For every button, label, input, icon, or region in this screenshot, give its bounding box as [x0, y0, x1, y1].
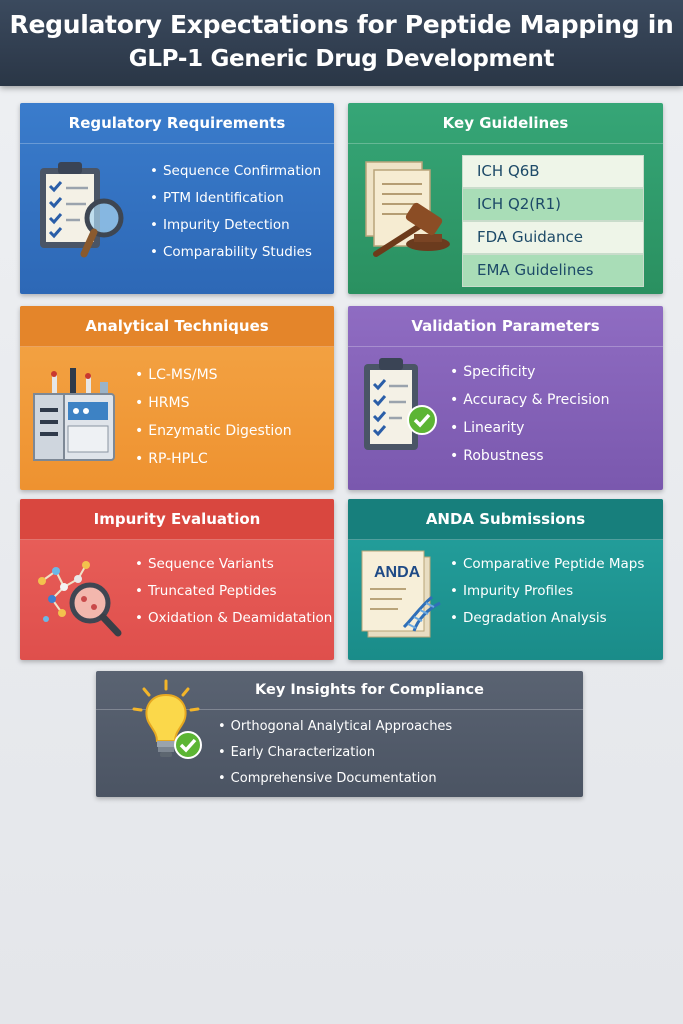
impurity-list: [135, 551, 332, 632]
card-impurity-evaluation: [20, 499, 334, 660]
analytical-list: [135, 361, 292, 473]
card-key-guidelines: [348, 103, 663, 294]
list-item: FDA Guidance: [462, 221, 644, 254]
list-item: • PTM Identification: [150, 185, 321, 212]
list-item: ICH Q2(R1): [462, 188, 644, 221]
list-item: • Oxidation & Deamidatation: [135, 605, 332, 632]
card-anda-submissions: [348, 499, 663, 660]
card-key-insights: [96, 671, 583, 797]
regulatory-list: [150, 158, 321, 266]
validation-list: [450, 358, 609, 470]
list-item: EMA Guidelines: [462, 254, 644, 287]
card-validation-parameters: [348, 306, 663, 490]
list-item: • Enzymatic Digestion: [135, 417, 292, 445]
card-title: Key Insights for Compliance: [96, 671, 583, 710]
card-title: Validation Parameters: [348, 306, 663, 347]
list-item: • Orthogonal Analytical Approaches: [218, 714, 452, 740]
card-regulatory-requirements: [20, 103, 334, 294]
list-item: • Linearity: [450, 414, 609, 442]
list-item: • Accuracy & Precision: [450, 386, 609, 414]
card-analytical-techniques: [20, 306, 334, 490]
list-item: ICH Q6B: [462, 155, 644, 188]
guidelines-list: [462, 155, 644, 287]
clipboard-check-icon: [362, 356, 452, 456]
molecule-magnifier-icon: [34, 547, 134, 647]
page-title-line1: Regulatory Expectations for Peptide Mapping in: [9, 10, 674, 39]
list-item: • HRMS: [135, 389, 292, 417]
list-item: • Comparative Peptide Maps: [450, 551, 644, 578]
card-title: Key Guidelines: [348, 103, 663, 144]
page-title-line2: GLP-1 Generic Drug Development: [128, 46, 555, 72]
page-header: [0, 0, 683, 86]
list-item: • Robustness: [450, 442, 609, 470]
insights-list: [218, 714, 452, 792]
documents-gavel-icon: [356, 158, 461, 268]
anda-doc-label: ANDA: [374, 564, 421, 581]
card-title: ANDA Submissions: [348, 499, 663, 540]
list-item: • Sequence Confirmation: [150, 158, 321, 185]
list-item: • Truncated Peptides: [135, 578, 332, 605]
clipboard-magnifier-icon: [36, 158, 136, 263]
list-item: • LC-MS/MS: [135, 361, 292, 389]
list-item: • Sequence Variants: [135, 551, 332, 578]
list-item: • Comparability Studies: [150, 239, 321, 266]
list-item: • Comprehensive Documentation: [218, 766, 452, 792]
anda-document-dna-icon: [358, 547, 458, 647]
list-item: • Specificity: [450, 358, 609, 386]
list-item: • Early Characterization: [218, 740, 452, 766]
list-item: • Degradation Analysis: [450, 605, 644, 632]
card-title: Impurity Evaluation: [20, 499, 334, 540]
anda-list: [450, 551, 644, 632]
list-item: • RP-HPLC: [135, 445, 292, 473]
card-title: Regulatory Requirements: [20, 103, 334, 144]
list-item: • Impurity Profiles: [450, 578, 644, 605]
list-item: • Impurity Detection: [150, 212, 321, 239]
card-title: Analytical Techniques: [20, 306, 334, 347]
lightbulb-check-icon: [126, 679, 216, 769]
lab-instrument-icon: [30, 368, 130, 468]
